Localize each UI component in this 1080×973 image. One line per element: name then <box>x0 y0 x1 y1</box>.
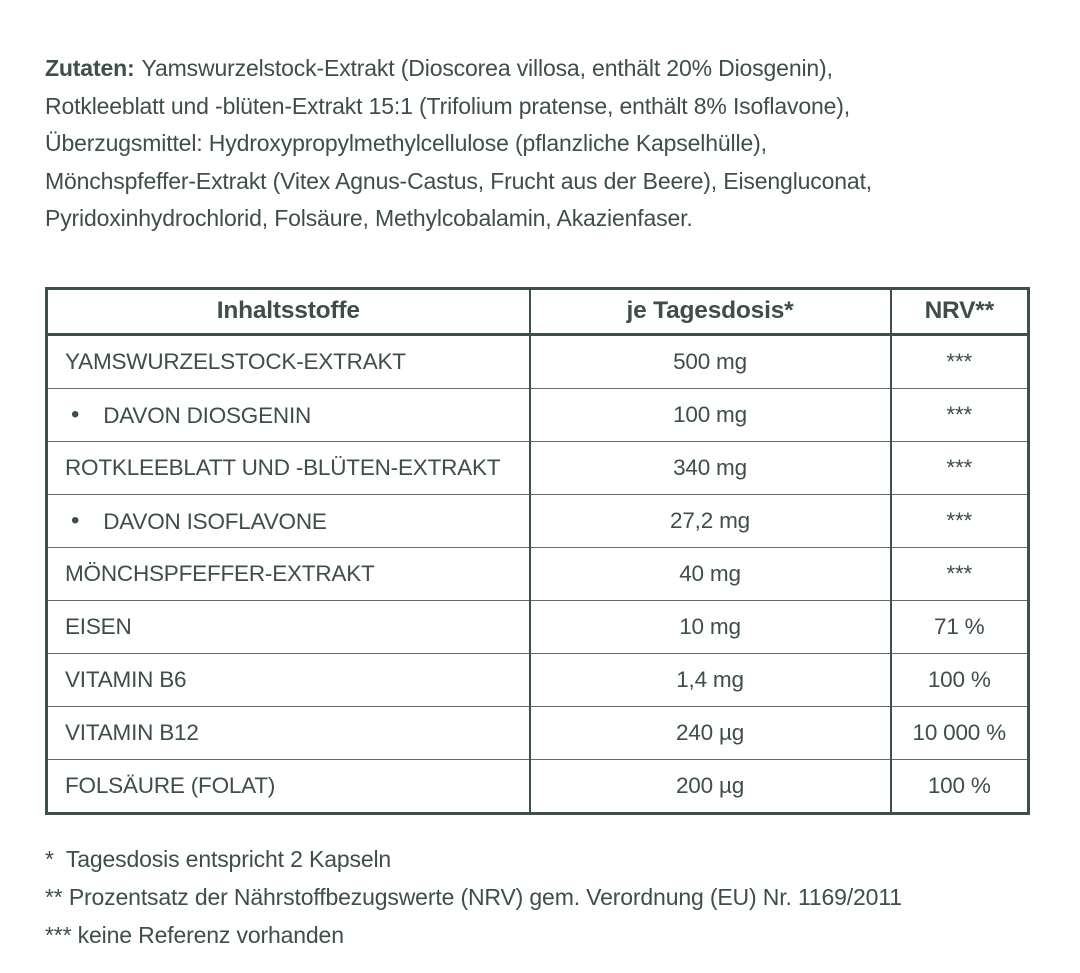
dose-cell: 100 mg <box>530 388 891 441</box>
ingredient-name-cell <box>47 759 530 813</box>
table-row <box>47 388 1029 441</box>
dose-cell: 200 µg <box>530 759 891 813</box>
footnote-line: ** Prozentsatz der Nährstoffbezugswerte (NRV) gem. Verordnung (EU) Nr. 1169/2011 <box>45 883 902 910</box>
table-row <box>47 653 1029 706</box>
table-row <box>47 547 1029 600</box>
footnote-line: *** keine Referenz vorhanden <box>45 921 344 948</box>
nrv-cell: *** <box>891 334 1029 388</box>
nrv-cell: *** <box>891 441 1029 494</box>
footnotes <box>45 840 1036 954</box>
table-row <box>47 441 1029 494</box>
footnote-line: * Tagesdosis entspricht 2 Kapseln <box>45 845 392 872</box>
nrv-cell: 100 % <box>891 759 1029 813</box>
table-row <box>47 759 1029 813</box>
dose-cell: 1,4 mg <box>530 653 891 706</box>
ingredient-name: EISEN <box>65 613 132 639</box>
ingredients-line <box>45 50 1036 88</box>
nutrition-table-body <box>47 334 1029 813</box>
ingredient-name: DAVON DIOSGENIN <box>103 402 312 428</box>
ingredients-line: Überzugsmittel: Hydroxypropylmethylcellulose (pflanzliche Kapselhülle), <box>45 130 767 157</box>
bullet-icon: • <box>71 400 80 428</box>
table-row <box>47 600 1029 653</box>
table-row <box>47 494 1029 547</box>
ingredient-name: VITAMIN B6 <box>65 666 187 692</box>
table-header-row <box>47 288 1029 334</box>
bullet-icon: • <box>71 506 80 534</box>
dose-cell: 40 mg <box>530 547 891 600</box>
ingredients-paragraph <box>45 50 1036 238</box>
ingredient-name-cell <box>47 441 530 494</box>
ingredient-name: MÖNCHSPFEFFER-EXTRAKT <box>65 560 375 586</box>
header-dose: je Tagesdosis* <box>530 288 891 334</box>
ingredient-name: VITAMIN B12 <box>65 719 199 745</box>
nrv-cell: 100 % <box>891 653 1029 706</box>
ingredient-name-cell <box>47 388 530 441</box>
nrv-cell: *** <box>891 494 1029 547</box>
table-row <box>47 706 1029 759</box>
ingredient-name-cell <box>47 334 530 388</box>
header-ingredients: Inhaltsstoffe <box>47 288 530 334</box>
ingredient-name-cell <box>47 600 530 653</box>
nrv-cell: 71 % <box>891 600 1029 653</box>
dose-cell: 340 mg <box>530 441 891 494</box>
nrv-cell: 10 000 % <box>891 706 1029 759</box>
table-row <box>47 334 1029 388</box>
nutrition-table <box>45 287 1030 815</box>
dose-cell: 500 mg <box>530 334 891 388</box>
dose-cell: 240 µg <box>530 706 891 759</box>
dose-cell: 27,2 mg <box>530 494 891 547</box>
ingredients-line: Rotkleeblatt und -blüten-Extrakt 15:1 (Trifolium pratense, enthält 8% Isoflavone), <box>45 92 851 119</box>
ingredient-name: DAVON ISOFLAVONE <box>103 508 327 534</box>
nrv-cell: *** <box>891 547 1029 600</box>
ingredient-name-cell <box>47 653 530 706</box>
ingredient-name-cell <box>47 547 530 600</box>
header-nrv: NRV** <box>891 288 1029 334</box>
ingredient-name-cell <box>47 706 530 759</box>
ingredient-name-cell <box>47 494 530 547</box>
ingredients-line-text: Yamswurzelstock-Extrakt (Dioscorea villosa, enthält 20% Diosgenin), <box>141 55 833 81</box>
ingredient-name: FOLSÄURE (FOLAT) <box>65 772 276 798</box>
ingredients-line: Pyridoxinhydrochlorid, Folsäure, Methylcobalamin, Akazienfaser. <box>45 205 693 232</box>
nrv-cell: *** <box>891 388 1029 441</box>
ingredients-label: Zutaten: <box>45 55 135 81</box>
dose-cell: 10 mg <box>530 600 891 653</box>
ingredients-line: Mönchspfeffer-Extrakt (Vitex Agnus-Castus, Frucht aus der Beere), Eisengluconat, <box>45 167 873 194</box>
ingredient-name: ROTKLEEBLATT UND -BLÜTEN-EXTRAKT <box>65 454 501 480</box>
ingredient-name: YAMSWURZELSTOCK-EXTRAKT <box>65 348 406 374</box>
